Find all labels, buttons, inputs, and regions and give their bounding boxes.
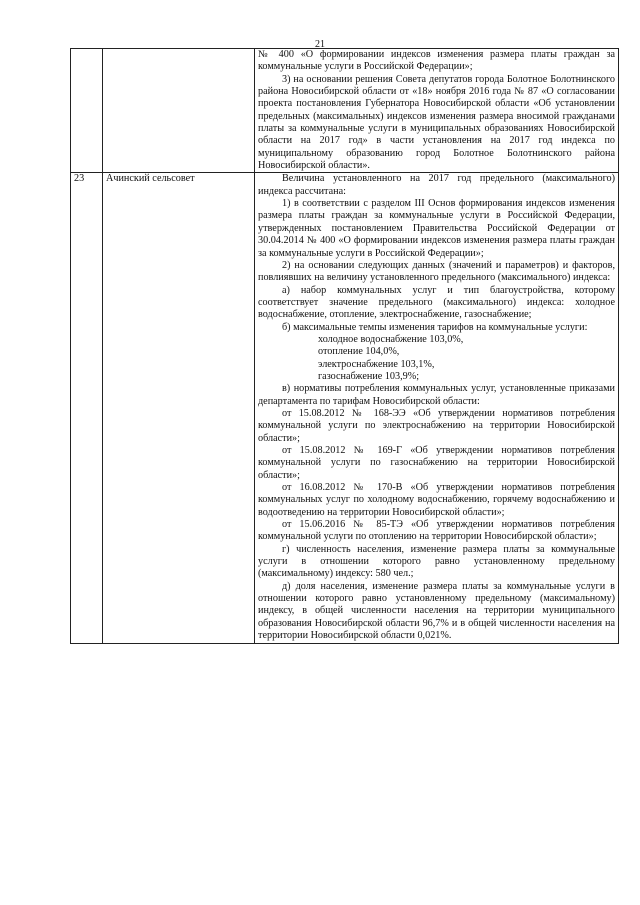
paragraph: д) доля населения, изменение размера платы за коммунальные услуги в отношении которого равно установленному предельному (максимальному) индексу, в общей численности населения на территории муниципального образования Новосибирской области 96,7% и в общей численности населения на территории Новосибирской области 0,021%. [258,580,615,642]
paragraph: от 16.08.2012 № 170-В «Об утверждении нормативов потребления коммунальных услуг по холодному водоснабжению, горячему водоснабжению и водоотведению на территории Новосибирской области»; [258,482,615,518]
paragraph: 2) на основании следующих данных (значений и параметров) и факторов, повлиявших на величину установленного предельного (максимального) индекса: [258,259,615,284]
paragraph: от 15.08.2012 № 168-ЭЭ «Об утверждении нормативов потребления коммунальной услуги по электроснабжению на территории Новосибирской области»; [258,407,615,444]
tariff-line: электроснабжение 103,1%, [318,358,435,370]
table-row [71,49,619,173]
paragraph: а) набор коммунальных услуг и тип благоустройства, которому соответствует значение предельного (максимального) индекса: холодное водоснабжение, отопление, электроснабжение, газоснабжение; [258,284,615,321]
document-table [70,48,619,644]
row-number-cell [71,49,103,173]
paragraph: б) максимальные темпы изменения тарифов на коммунальные услуги: [282,321,588,333]
tariff-line: холодное водоснабжение 103,0%, [318,333,464,345]
paragraph: г) численность населения, изменение размера платы за коммунальные услуги в отношении которого равно установленному предельному (максимальному) индексу: 580 чел.; [258,543,615,580]
table-row [71,173,619,643]
page-number: 21 [315,39,325,50]
paragraph: от 15.06.2016 № 85-ТЭ «Об утверждении нормативов потребления коммунальной услуги по отоплению на территории Новосибирской области»; [258,519,615,543]
paragraph: № 400 «О формировании индексов изменения размера платы граждан за коммунальные услуги в Российской Федерации»; [258,49,615,73]
paragraph: 1) в соответствии с разделом III Основ формирования индексов изменения размера платы граждан за коммунальные услуги в Российской Федерации, утвержденных постановлением Правительства Российской Федерации от 30.04.2014 № 400 «О формировании индексов изменения размера платы граждан за коммунальные услуги в Российской Федерации»; [258,198,615,259]
municipality-name-cell [103,49,255,173]
paragraph: 3) на основании решения Совета депутатов города Болотное Болотнинского района Новосибирской области от «18» ноября 2016 года № 87 «О согласовании проекта постановления Губернатора Новосибирской области «Об установлении предельных (максимальных) индексов изменения размера вносимой гражданами платы за коммунальные услуги в муниципальных образованиях Новосибирской области на 2017 год» в части установления на 2017 год индекса по муниципальному образованию город Болотное Болотнинского района Новосибирской области». [258,73,615,172]
paragraph: от 15.08.2012 № 169-Г «Об утверждении нормативов потребления коммунальной услуги по газоснабжению на территории Новосибирской области»; [258,445,615,481]
tariff-line: газоснабжение 103,9%; [318,370,420,382]
description-cell [255,49,619,173]
paragraph: в) нормативы потребления коммунальных услуг, установленные приказами департамента по тарифам Новосибирской области: [258,383,615,407]
description-cell [255,173,619,643]
municipality-name-cell: Ачинский сельсовет [103,173,255,643]
tariff-line: отопление 104,0%, [318,346,400,358]
row-number-cell: 23 [71,173,103,643]
paragraph: Величина установленного на 2017 год предельного (максимального) индекса рассчитана: [258,173,615,197]
